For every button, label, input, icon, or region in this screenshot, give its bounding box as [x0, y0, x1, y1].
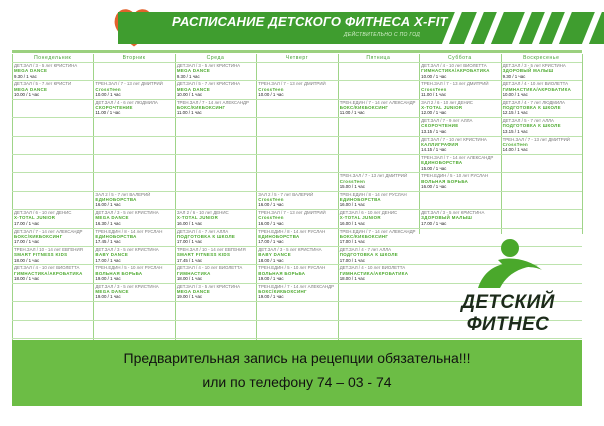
class-entry [13, 229, 92, 246]
class-time: 17.00 / 1 час [14, 220, 40, 226]
page-title: РАСПИСАНИЕ ДЕТСКОГО ФИТНЕСА X-FIT [172, 14, 448, 29]
class-entry [176, 63, 255, 80]
class-time: 16.00 / 1 час [339, 202, 365, 208]
class-name: БОКС/КИКБОКСИНГ [14, 233, 63, 239]
class-hall-age-trainer: ДЕТ.ЗАЛ / 4 - 7 лет АЛЛА [176, 228, 229, 234]
class-time: 16.00 / 1 час [258, 220, 284, 226]
class-time: 10.00 / 1 час [421, 73, 447, 79]
class-entry [502, 137, 581, 154]
class-name: ГИМНАСТИКА/АКРОБАТИКА [14, 270, 83, 276]
class-hall-age-trainer: ДЕТ.ЗАЛ / 3 - 5 лет КРИСТИНА [176, 283, 241, 289]
class-hall-age-trainer: ДЕТ.ЗАЛ / 5 - 7 лет КРИСТИНА [176, 81, 241, 87]
notice-line-1: Предварительная запись на рецепции обязательна!!! [123, 350, 471, 366]
class-entry [257, 81, 336, 98]
class-name: BABY DANCE [95, 252, 129, 258]
class-hall-age-trainer: ТРЕН.ЕДИН / 5 - 10 лет РУСЛАН [95, 265, 163, 271]
class-time: 16.00 / 1 час [258, 202, 284, 208]
class-name: СКОРОЧТЕНИЕ [421, 123, 459, 129]
class-time: 16.00 / 1 час [176, 220, 203, 226]
class-time: 10.00 / 1 час [502, 91, 528, 97]
class-time: 16.00 / 1 час [339, 220, 365, 226]
class-hall-age-trainer: ЗАЛ 2 / 6 - 10 лет ДЕНИС [421, 99, 473, 105]
class-hall-age-trainer: ДЕТ.ЗАЛ / 3 - 5 лет КРИСТИНА [258, 247, 322, 252]
notice-banner [12, 340, 582, 406]
class-entry [257, 210, 336, 227]
class-entry [13, 265, 92, 282]
class-name: MEGA DANCE [14, 68, 48, 74]
class-name: КАЛЛИГРАФИЯ [421, 141, 459, 147]
class-hall-age-trainer: ДЕТ.ЗАЛ / 4 - 7 лет ЛЮДМИЛА [502, 99, 565, 105]
class-hall-age-trainer: ЗАЛ 2 / 5 - 7 лет ВАЛЕРИЙ [258, 191, 314, 197]
class-hall-age-trainer: ДЕТ.ЗАЛ / 7 - 10 лет КРИСТИНА [421, 136, 487, 142]
class-entry [176, 210, 255, 227]
class-entry [94, 284, 173, 301]
class-time: 11.00 / 1 час [95, 110, 121, 116]
class-hall-age-trainer: ТРЕН.ЗАЛ / 7 - 13 лет ДМИТРИЙ [339, 173, 408, 179]
class-name: CrossTeen [421, 86, 447, 92]
class-name: ЕДИНОБОРСТВА [95, 197, 137, 203]
class-time: 18.00 / 1 час [176, 275, 203, 281]
class-entry [339, 265, 418, 282]
class-hall-age-trainer: ДЕТ.ЗАЛ / 4 - 10 лет ВИОЛЕТТА [421, 63, 487, 68]
class-time: 17.00 / 1 час [176, 239, 203, 245]
class-entry [13, 210, 92, 227]
class-time: 9.30 / 1 час [502, 73, 526, 79]
class-entry [420, 118, 499, 135]
day-header: Воскресенье [523, 55, 560, 61]
class-time: 17.00 / 1 час [339, 257, 365, 263]
class-entry [94, 229, 173, 246]
class-hall-age-trainer: ТРЕН.ЕДИН / 7 - 14 лет АЛЕКСАНДР [339, 228, 416, 234]
class-name: MEGA DANCE [176, 86, 211, 92]
class-time: 12.15 / 1 час [502, 110, 528, 116]
class-name: ВОЛЬНАЯ БОРЬБА [258, 270, 306, 276]
class-entry [257, 265, 336, 282]
class-time: 11.00 / 1 час [421, 91, 447, 97]
class-hall-age-trainer: ТРЕН.ЗАЛ / 7 - 14 лет АЛЕКСАНДР [421, 155, 494, 160]
day-header: Понедельник [34, 55, 72, 61]
class-entry [339, 247, 418, 264]
class-entry [339, 100, 418, 117]
class-entry [257, 247, 336, 264]
class-hall-age-trainer: ЗАЛ 2 / 6 - 10 лет ДЕНИС [176, 210, 229, 216]
class-hall-age-trainer: ТРЕН.ЕДИН / 8 - 14 лет РУСЛАН [258, 228, 326, 234]
class-entry [257, 192, 336, 209]
class-hall-age-trainer: ТРЕН.ЕДИН / 7 - 14 лет АЛЕКСАНДР [339, 99, 416, 105]
class-hall-age-trainer: ТРЕН.ЗАЛ / 10 - 14 лет ЕВГЕНИЯ [14, 247, 83, 252]
class-time: 17.00 / 1 час [421, 220, 447, 226]
class-name: SMART FITNESS KIDS [14, 252, 68, 258]
class-hall-age-trainer: ТРЕН.ЗАЛ / 7 - 13 лет ДМИТРИЙ [258, 210, 326, 216]
class-time: 16.30 / 1 час [95, 220, 121, 226]
class-entry [94, 210, 173, 227]
class-name: CrossTeen [258, 86, 284, 92]
row-divider [12, 338, 582, 339]
class-time: 11.00 / 1 час [176, 110, 202, 116]
class-entry [176, 81, 255, 98]
class-name: SMART FITNESS KIDS [176, 252, 231, 258]
day-header: Четверг [285, 55, 309, 61]
class-name: ГИМНАСТИКА/АКРОБАТИКА [502, 86, 572, 92]
class-hall-age-trainer: ТРЕН.ЕДИН / 7 - 14 лет АЛЕКСАНДР [258, 283, 335, 289]
class-entry [176, 229, 255, 246]
class-time: 17.00 / 1 час [14, 239, 40, 245]
class-time: 19.00 / 1 час [258, 294, 284, 300]
class-hall-age-trainer: ДЕТ.ЗАЛ / 7 - 9 лет АЛЛА [421, 118, 473, 124]
class-name: ГИМНАСТИКА/АКРОБАТИКА [339, 270, 409, 276]
class-name: БОКС/КИКБОКСИНГ [339, 233, 389, 239]
class-time: 10.00 / 1 час [176, 91, 203, 97]
class-entry [339, 192, 418, 209]
class-name: CrossTeen [95, 86, 121, 92]
class-hall-age-trainer: ДЕТ.ЗАЛ / 3 - 5 лет КРИСТИНА [95, 210, 159, 216]
class-hall-age-trainer: ТРЕН.ЗАЛ / 7 - 13 лет ДМИТРИЙ [258, 81, 326, 87]
class-time: 15.00 / 1 час [339, 183, 365, 189]
class-hall-age-trainer: ДЕТ.ЗАЛ / 5 - 7 лет КРИСТИ [14, 81, 72, 87]
class-time: 9.30 / 1 час [14, 73, 37, 79]
class-time: 16.00 / 1 час [95, 202, 121, 208]
class-name: ПОДГОТОВКА К ШКОЛЕ [502, 123, 561, 129]
class-hall-age-trainer: ТРЕН.ЗАЛ / 7 - 13 лет ДМИТРИЙ [502, 136, 570, 142]
class-name: X-TOTAL JUNIOR [176, 215, 219, 221]
class-time: 10.00 / 1 час [95, 91, 121, 97]
class-hall-age-trainer: ДЕТ.ЗАЛ / 4 - 6 лет ЛЮДМИЛА [95, 99, 158, 105]
class-hall-age-trainer: ДЕТ.ЗАЛ / 4 - 10 лет ВИОЛЕТТА [339, 265, 406, 271]
header-divider [12, 50, 582, 53]
class-hall-age-trainer: ТРЕН.ЗАЛ / 7 - 13 лет ДМИТРИЙ [421, 81, 489, 87]
class-hall-age-trainer: ДЕТ.ЗАЛ / 4 - 10 лет ВИОЛЕТТА [14, 265, 80, 271]
class-name: ЕДИНОБОРСТВА [95, 233, 137, 239]
class-name: BABY DANCE [258, 252, 291, 258]
class-time: 9.30 / 1 час [176, 73, 200, 79]
class-time: 17.00 / 1 час [95, 257, 121, 263]
class-time: 18.00 / 1 час [339, 275, 365, 281]
class-entry [94, 192, 173, 209]
logo-line-1: ДЕТСКИЙ [461, 292, 555, 313]
class-time: 15.00 / 1 час [421, 165, 447, 171]
class-name: ГИМНАСТИКА/АКРОБАТИКА [421, 68, 490, 74]
class-name: ПОДГОТОВКА К ШКОЛЕ [176, 233, 236, 239]
class-time: 18.00 / 1 час [14, 275, 40, 281]
class-time: 17.45 / 1 час [95, 239, 121, 245]
class-name: СКОРОЧТЕНИЕ [95, 105, 133, 111]
class-name: X-TOTAL JUNIOR [421, 105, 463, 111]
class-time: 18.00 / 1 час [14, 257, 40, 263]
logo-line-2: ФИТНЕС [466, 314, 550, 335]
validity-period: ДЕЙСТВИТЕЛЬНО С ПО ГОД [344, 32, 421, 38]
class-entry [176, 284, 255, 301]
class-time: 13.15 / 1 час [421, 128, 447, 134]
class-entry [13, 81, 92, 98]
class-hall-age-trainer: ТРЕН.ЗАЛ / 10 - 14 лет ЕВГЕНИЯ [176, 247, 246, 252]
class-entry [176, 265, 255, 282]
class-hall-age-trainer: ТРЕН.ЕДИН / 8 - 14 лет РУСЛАН [95, 228, 163, 234]
class-entry [502, 63, 581, 80]
class-entry [94, 247, 173, 264]
class-time: 11.00 / 1 час [339, 110, 365, 116]
class-entry [94, 265, 173, 282]
class-time: 17.00 / 1 час [258, 239, 284, 245]
class-entry [176, 100, 255, 117]
class-hall-age-trainer: ДЕТ.ЗАЛ / 5 - 7 лет АЛЛА [502, 118, 554, 124]
class-name: БОКС/КИКБОКСИНГ [258, 289, 307, 295]
class-hall-age-trainer: ТРЕН.ЗАЛ / 7 - 13 лет ДМИТРИЙ [95, 81, 163, 87]
day-header: Вторник [122, 55, 146, 61]
day-header: Пятница [366, 55, 391, 61]
class-entry [420, 63, 499, 80]
column-divider [582, 54, 583, 234]
class-name: ПОДГОТОВКА К ШКОЛЕ [339, 252, 399, 258]
class-entry [257, 229, 336, 246]
class-time: 19.00 / 1 час [258, 275, 284, 281]
class-time: 10.00 / 1 час [258, 91, 284, 97]
class-entry [502, 81, 581, 98]
class-hall-age-trainer: ДЕТ.ЗАЛ / 3 - 5 лет КРИСТИНА [14, 63, 78, 68]
class-entry [420, 155, 499, 172]
class-name: ЕДИНОБОРСТВА [339, 197, 381, 203]
class-hall-age-trainer: ТРЕН.ЕДИН / 5 - 10 лет РУСЛАН [258, 265, 326, 271]
class-name: MEGA DANCE [176, 68, 211, 74]
class-name: CrossTeen [502, 141, 529, 147]
class-time: 13.15 / 1 час [502, 128, 528, 134]
class-hall-age-trainer: ДЕТ.ЗАЛ / 3 - 5 лет КРИСТИНА [502, 63, 566, 68]
class-name: ЗДОРОВЫЙ МАЛЫШ [421, 215, 473, 221]
class-name: ВОЛЬНАЯ БОРЬБА [421, 178, 469, 184]
class-name: MEGA DANCE [14, 86, 48, 92]
class-hall-age-trainer: ДЕТ.ЗАЛ / 3 - 5 лет КРИСТИНА [176, 63, 241, 68]
class-entry [339, 173, 418, 190]
day-header: Среда [206, 55, 225, 61]
class-time: 17.45 / 1 час [176, 257, 203, 263]
class-hall-age-trainer: ДЕТ.ЗАЛ / 4 - 10 лет ВИОЛЕТТА [176, 265, 243, 271]
day-header: Суббота [447, 55, 472, 61]
class-time: 12.00 / 1 час [421, 110, 447, 116]
class-name: ЗДОРОВЫЙ МАЛЫШ [502, 68, 554, 74]
class-entry [176, 247, 255, 264]
class-time: 10.00 / 1 час [14, 91, 40, 97]
class-time: 16.00 / 1 час [421, 183, 447, 189]
class-entry [94, 81, 173, 98]
class-time: 14.00 / 1 час [502, 147, 528, 153]
class-hall-age-trainer: ДЕТ.ЗАЛ / 4 - 10 лет ВИОЛЕТТА [502, 81, 569, 87]
class-name: MEGA DANCE [176, 289, 211, 295]
class-entry [13, 247, 92, 264]
class-name: CrossTeen [258, 197, 284, 203]
class-name: X-TOTAL JUNIOR [339, 215, 381, 221]
class-hall-age-trainer: ДЕТ.ЗАЛ / 3 - 5 лет КРИСТИНА [95, 283, 159, 289]
class-time: 14.15 / 1 час [421, 147, 447, 153]
class-hall-age-trainer: ДЕТ.ЗАЛ / 3 - 5 лет КРИСТИНА [421, 210, 485, 216]
class-entry [13, 63, 92, 80]
kids-fitness-logo [438, 236, 578, 336]
notice-line-2: или по телефону 74 – 03 - 74 [202, 374, 392, 390]
class-name: CrossTeen [258, 215, 284, 221]
class-time: 17.00 / 1 час [339, 239, 365, 245]
class-name: ЕДИНОБОРСТВА [421, 160, 463, 166]
class-hall-age-trainer: ДЕТ.ЗАЛ / 6 - 10 лет ДЕНИС [14, 210, 72, 216]
class-entry [420, 210, 499, 227]
class-name: ПОДГОТОВКА К ШКОЛЕ [502, 105, 561, 111]
class-name: ГИМНАСТИКА [176, 270, 211, 276]
class-hall-age-trainer: ДЕТ.ЗАЛ / 6 - 10 лет ДЕНИС [339, 210, 398, 216]
class-hall-age-trainer: ТРЕН.ЕДИН / 5 - 10 лет РУСЛАН [421, 173, 489, 179]
class-hall-age-trainer: ТРЕН.ЗАЛ / 7 - 14 лет АЛЕКСАНДР [176, 99, 249, 105]
class-hall-age-trainer: ДЕТ.ЗАЛ / 4 - 7 лет АЛЛА [339, 247, 392, 252]
runner-icon [438, 236, 578, 296]
class-name: БОКС/КИКБОКСИНГ [176, 105, 226, 111]
class-name: БОКС/КИКБОКСИНГ [339, 105, 389, 111]
class-entry [502, 118, 581, 135]
class-entry [94, 100, 173, 117]
class-hall-age-trainer: ТРЕН.ЕДИН / 8 - 14 лет РУСЛАН [339, 191, 407, 197]
class-time: 19.00 / 1 час [95, 294, 121, 300]
class-entry [420, 173, 499, 190]
class-entry [420, 137, 499, 154]
class-name: MEGA DANCE [95, 215, 129, 221]
class-name: ЕДИНОБОРСТВА [258, 233, 300, 239]
class-time: 18.00 / 1 час [258, 257, 284, 263]
class-entry [339, 210, 418, 227]
class-entry [257, 284, 336, 301]
class-entry [339, 229, 418, 246]
class-name: MEGA DANCE [95, 289, 129, 295]
class-hall-age-trainer: ДЕТ.ЗАЛ / 3 - 5 лет КРИСТИНА [95, 247, 159, 252]
class-time: 19.00 / 1 час [176, 294, 203, 300]
class-name: CrossTeen [339, 178, 366, 184]
class-entry [420, 81, 499, 98]
class-entry [502, 100, 581, 117]
class-name: X-TOTAL JUNIOR [14, 215, 56, 221]
class-name: ВОЛЬНАЯ БОРЬБА [95, 270, 143, 276]
class-hall-age-trainer: ЗАЛ 2 / 5 - 7 лет ВАЛЕРИЙ [95, 191, 151, 197]
class-time: 19.00 / 1 час [95, 275, 121, 281]
class-hall-age-trainer: ДЕТ.ЗАЛ / 7 - 14 лет АЛЕКСАНДР [14, 228, 83, 234]
class-entry [420, 100, 499, 117]
